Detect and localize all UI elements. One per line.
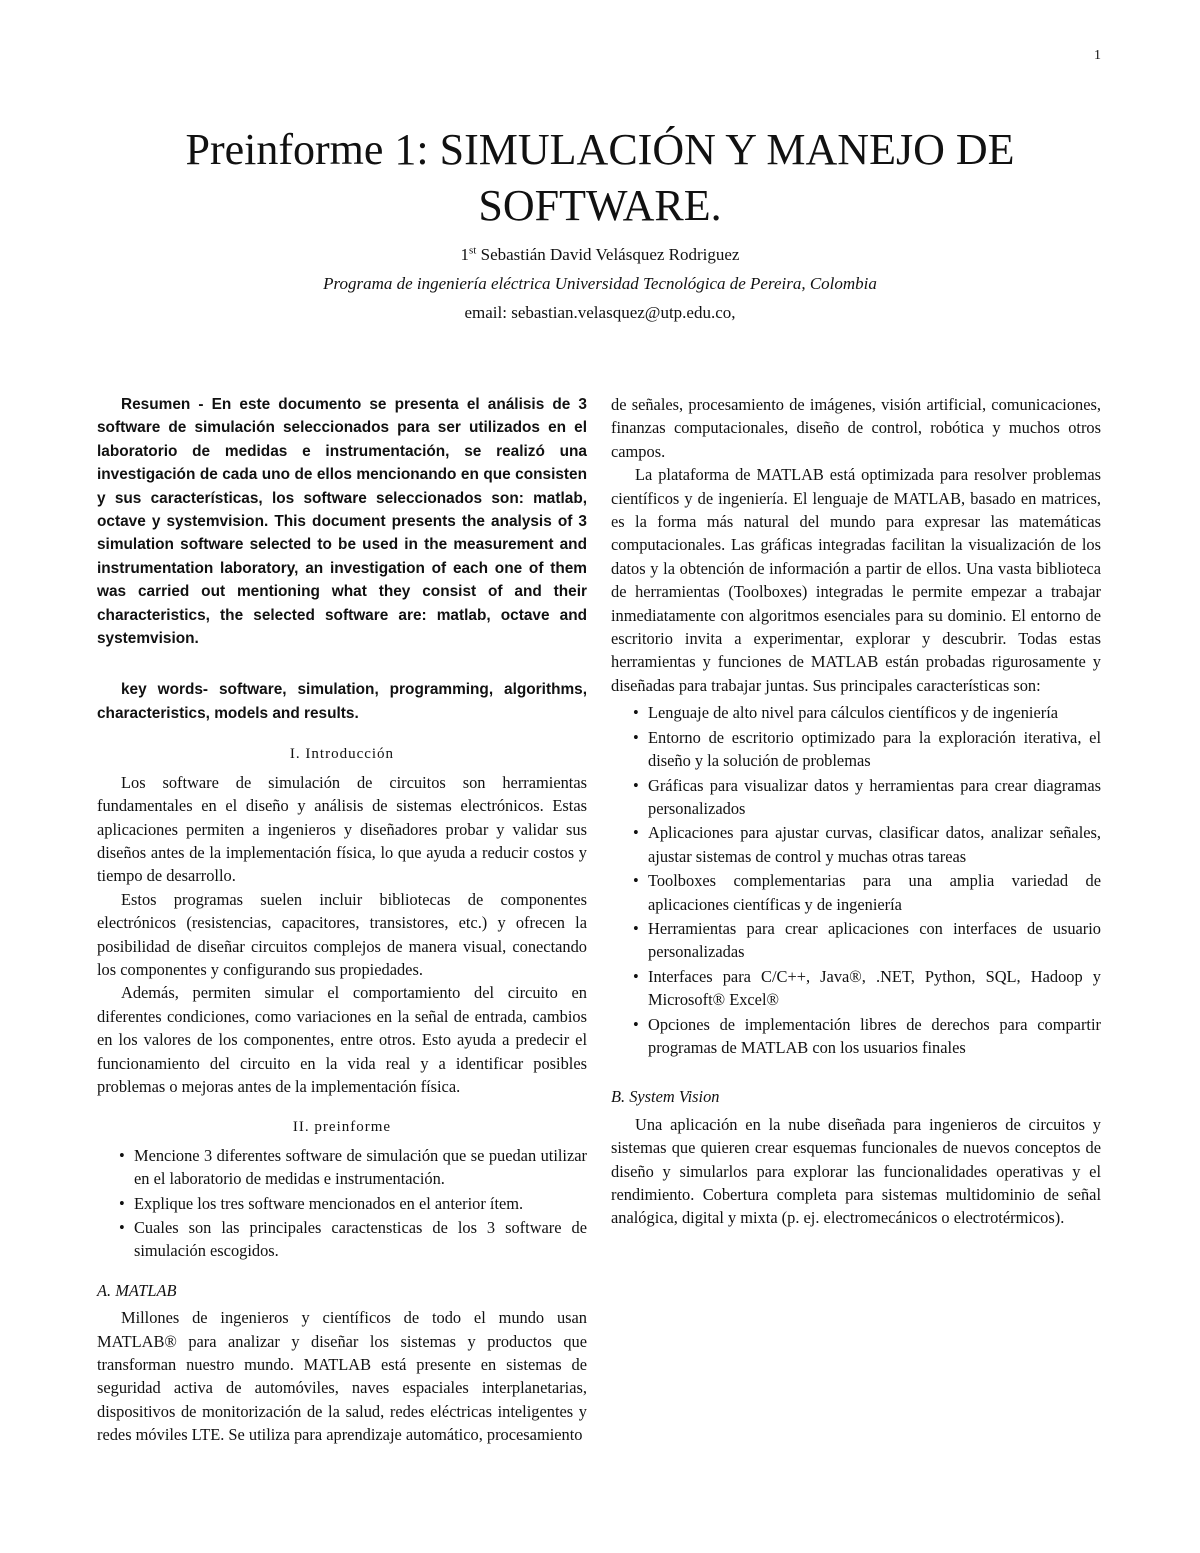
- bullet-icon: •: [633, 1014, 639, 1034]
- list-item: • Gráficas para visualizar datos y herramientas para crear diagramas personalizados: [633, 775, 1101, 818]
- bullet-icon: •: [633, 775, 639, 795]
- paper-title: Preinforme 1: SIMULACIÓN Y MANEJO DE SOFTWARE.: [185, 125, 1015, 230]
- bullet-icon: •: [633, 823, 639, 843]
- intro-paragraph: Los software de simulación de circuitos son herramientas fundamentales en el diseño y análisis de sistemas electrónicos. Estas aplicaciones permiten a ingenieros y diseñadores probar y validar sus diseños antes de la implementación física, lo que ayuda a reducir costos y tiempo de desarrollo.: [97, 772, 587, 886]
- preinforme-list: [97, 1144, 587, 1263]
- subsection-heading-matlab: A. MATLAB: [97, 1280, 177, 1300]
- matlab-features-list: [611, 701, 1101, 1059]
- bullet-icon: •: [633, 966, 639, 986]
- author-block: [0, 240, 1200, 327]
- list-item: • Interfaces para C/C++, Java®, .NET, Python, SQL, Hadoop y Microsoft® Excel®: [633, 966, 1101, 1010]
- author-affiliation: Programa de ingeniería eléctrica Universidad Tecnológica de Pereira, Colombia: [323, 274, 877, 293]
- matlab-paragraph: La plataforma de MATLAB está optimizada para resolver problemas científicos y de ingeniería. El lenguaje de MATLAB, basado en matrices, es la forma más natural del mundo para expresar las matemáticas computacionales. Las gráficas integradas facilitan la visualización de los datos y la obtención de información a partir de ellos. Una vasta biblioteca de herramientas (Toolboxes) integradas le permite empezar a trabajar inmediatamente con algoritmos esenciales para su dominio. El entorno de escritorio invita a experimentar, explorar y descubrir. Todas estas herramientas y funciones de MATLAB están probadas rigurosamente y diseñadas para trabajar juntas. Sus principales características son:: [611, 465, 1101, 695]
- bullet-icon: •: [119, 1218, 125, 1237]
- bullet-icon: •: [633, 918, 639, 938]
- bullet-icon: •: [633, 727, 639, 747]
- list-item: • Lenguaje de alto nivel para cálculos científicos y de ingeniería: [611, 701, 1101, 724]
- bullet-icon: •: [633, 703, 639, 723]
- keywords: key words- software, simulation, programming, algorithms, characteristics, models and results.: [97, 681, 587, 722]
- subsection-heading-systemvision: B. System Vision: [611, 1087, 720, 1107]
- list-item: • Opciones de implementación libres de derechos para compartir programas de MATLAB con los usuarios finales: [633, 1014, 1101, 1057]
- list-item: • Herramientas para crear aplicaciones con interfaces de usuario personalizadas: [633, 918, 1101, 962]
- left-column: [97, 393, 587, 1447]
- author-line: [0, 240, 1200, 269]
- list-item: • Entorno de escritorio optimizado para la exploración iterativa, el diseño y la solución de problemas: [633, 727, 1101, 771]
- matlab-paragraph: Millones de ingenieros y científicos de todo el mundo usan MATLAB® para analizar y diseñar los sistemas y productos que transforman nuestro mundo. MATLAB está presente en sistemas de seguridad activa de automóviles, naves espaciales interplanetarias, dispositivos de monitorización de la salud, redes eléctricas inteligentes y redes móviles LTE. Se utiliza para aprendizaje automático, procesamiento: [97, 1308, 587, 1445]
- intro-paragraph: Además, permiten simular el comportamiento del circuito en diferentes condiciones, como variaciones en la señal de entrada, cambios en los valores de los componentes, entre otros. Esto ayuda a predecir el funcionamiento del circuito en la vida real y a identificar posibles problemas o mejoras antes de la implementación física.: [97, 983, 587, 1096]
- list-item: • Mencione 3 diferentes software de simulación que se puedan utilizar en el laboratorio de medidas e instrumentación.: [119, 1145, 587, 1189]
- bullet-icon: •: [119, 1145, 125, 1165]
- list-item: • Explique los tres software mencionados en el anterior ítem.: [97, 1192, 587, 1215]
- list-item: • Aplicaciones para ajustar curvas, clasificar datos, analizar señales, ajustar sistemas de control y muchas otras tareas: [633, 823, 1101, 866]
- bullet-icon: •: [633, 871, 639, 891]
- list-item: • Toolboxes complementarias para una amplia variedad de aplicaciones científicas y de ingeniería: [633, 871, 1101, 914]
- bullet-icon: •: [119, 1193, 125, 1213]
- abstract: Resumen - En este documento se presenta el análisis de 3 software de simulación seleccionados para ser utilizados en el laboratorio de medidas e instrumentación, se realizó una investigación de cada uno de ellos mencionando en que consisten y sus características, los software seleccionados son: matlab, octave y systemvision. This document presents the analysis of 3 simulation software selected to be used in the measurement and instrumentation laboratory, an investigation of each one of them was carried out mentioning what they consist of and their characteristics, the selected software are: matlab, octave and systemvision.: [97, 396, 587, 648]
- author-ordinal: 1: [460, 245, 470, 264]
- systemvision-paragraph: Una aplicación en la nube diseñada para ingenieros de circuitos y sistemas que quieren crear esquemas funcionales de nuevos conceptos de diseño y simularlos para explorar las funcionalidades operativas y el rendimiento. Cobertura completa para sistemas multidominio de señal analógica, digital y mixta (p. ej. electromecánicos o electrotérmicos).: [611, 1114, 1101, 1228]
- page-number: 1: [1094, 48, 1101, 63]
- author-ordinal-sup: st: [469, 244, 477, 257]
- author-email: email: sebastian.velasquez@utp.edu.co,: [464, 303, 736, 322]
- matlab-paragraph-continued: de señales, procesamiento de imágenes, visión artificial, comunicaciones, finanzas computacionales, diseño de control, robótica y muchos otros campos.: [611, 395, 1101, 461]
- author-name: Sebastián David Velásquez Rodriguez: [480, 245, 740, 264]
- right-column: [611, 393, 1101, 1230]
- intro-paragraph: Estos programas suelen incluir bibliotecas de componentes electrónicos (resistencias, capacitores, transistores, etc.) y ofrecen la posibilidad de diseñar circuitos complejos de manera visual, conectando los componentes y configurando sus propiedades.: [97, 889, 587, 979]
- list-item: • Cuales son las principales caractensticas de los 3 software de simulación escogidos.: [119, 1218, 587, 1261]
- section-heading-intro: I. Introducción: [289, 746, 395, 763]
- section-heading-preinforme: II. preinforme: [292, 1119, 392, 1136]
